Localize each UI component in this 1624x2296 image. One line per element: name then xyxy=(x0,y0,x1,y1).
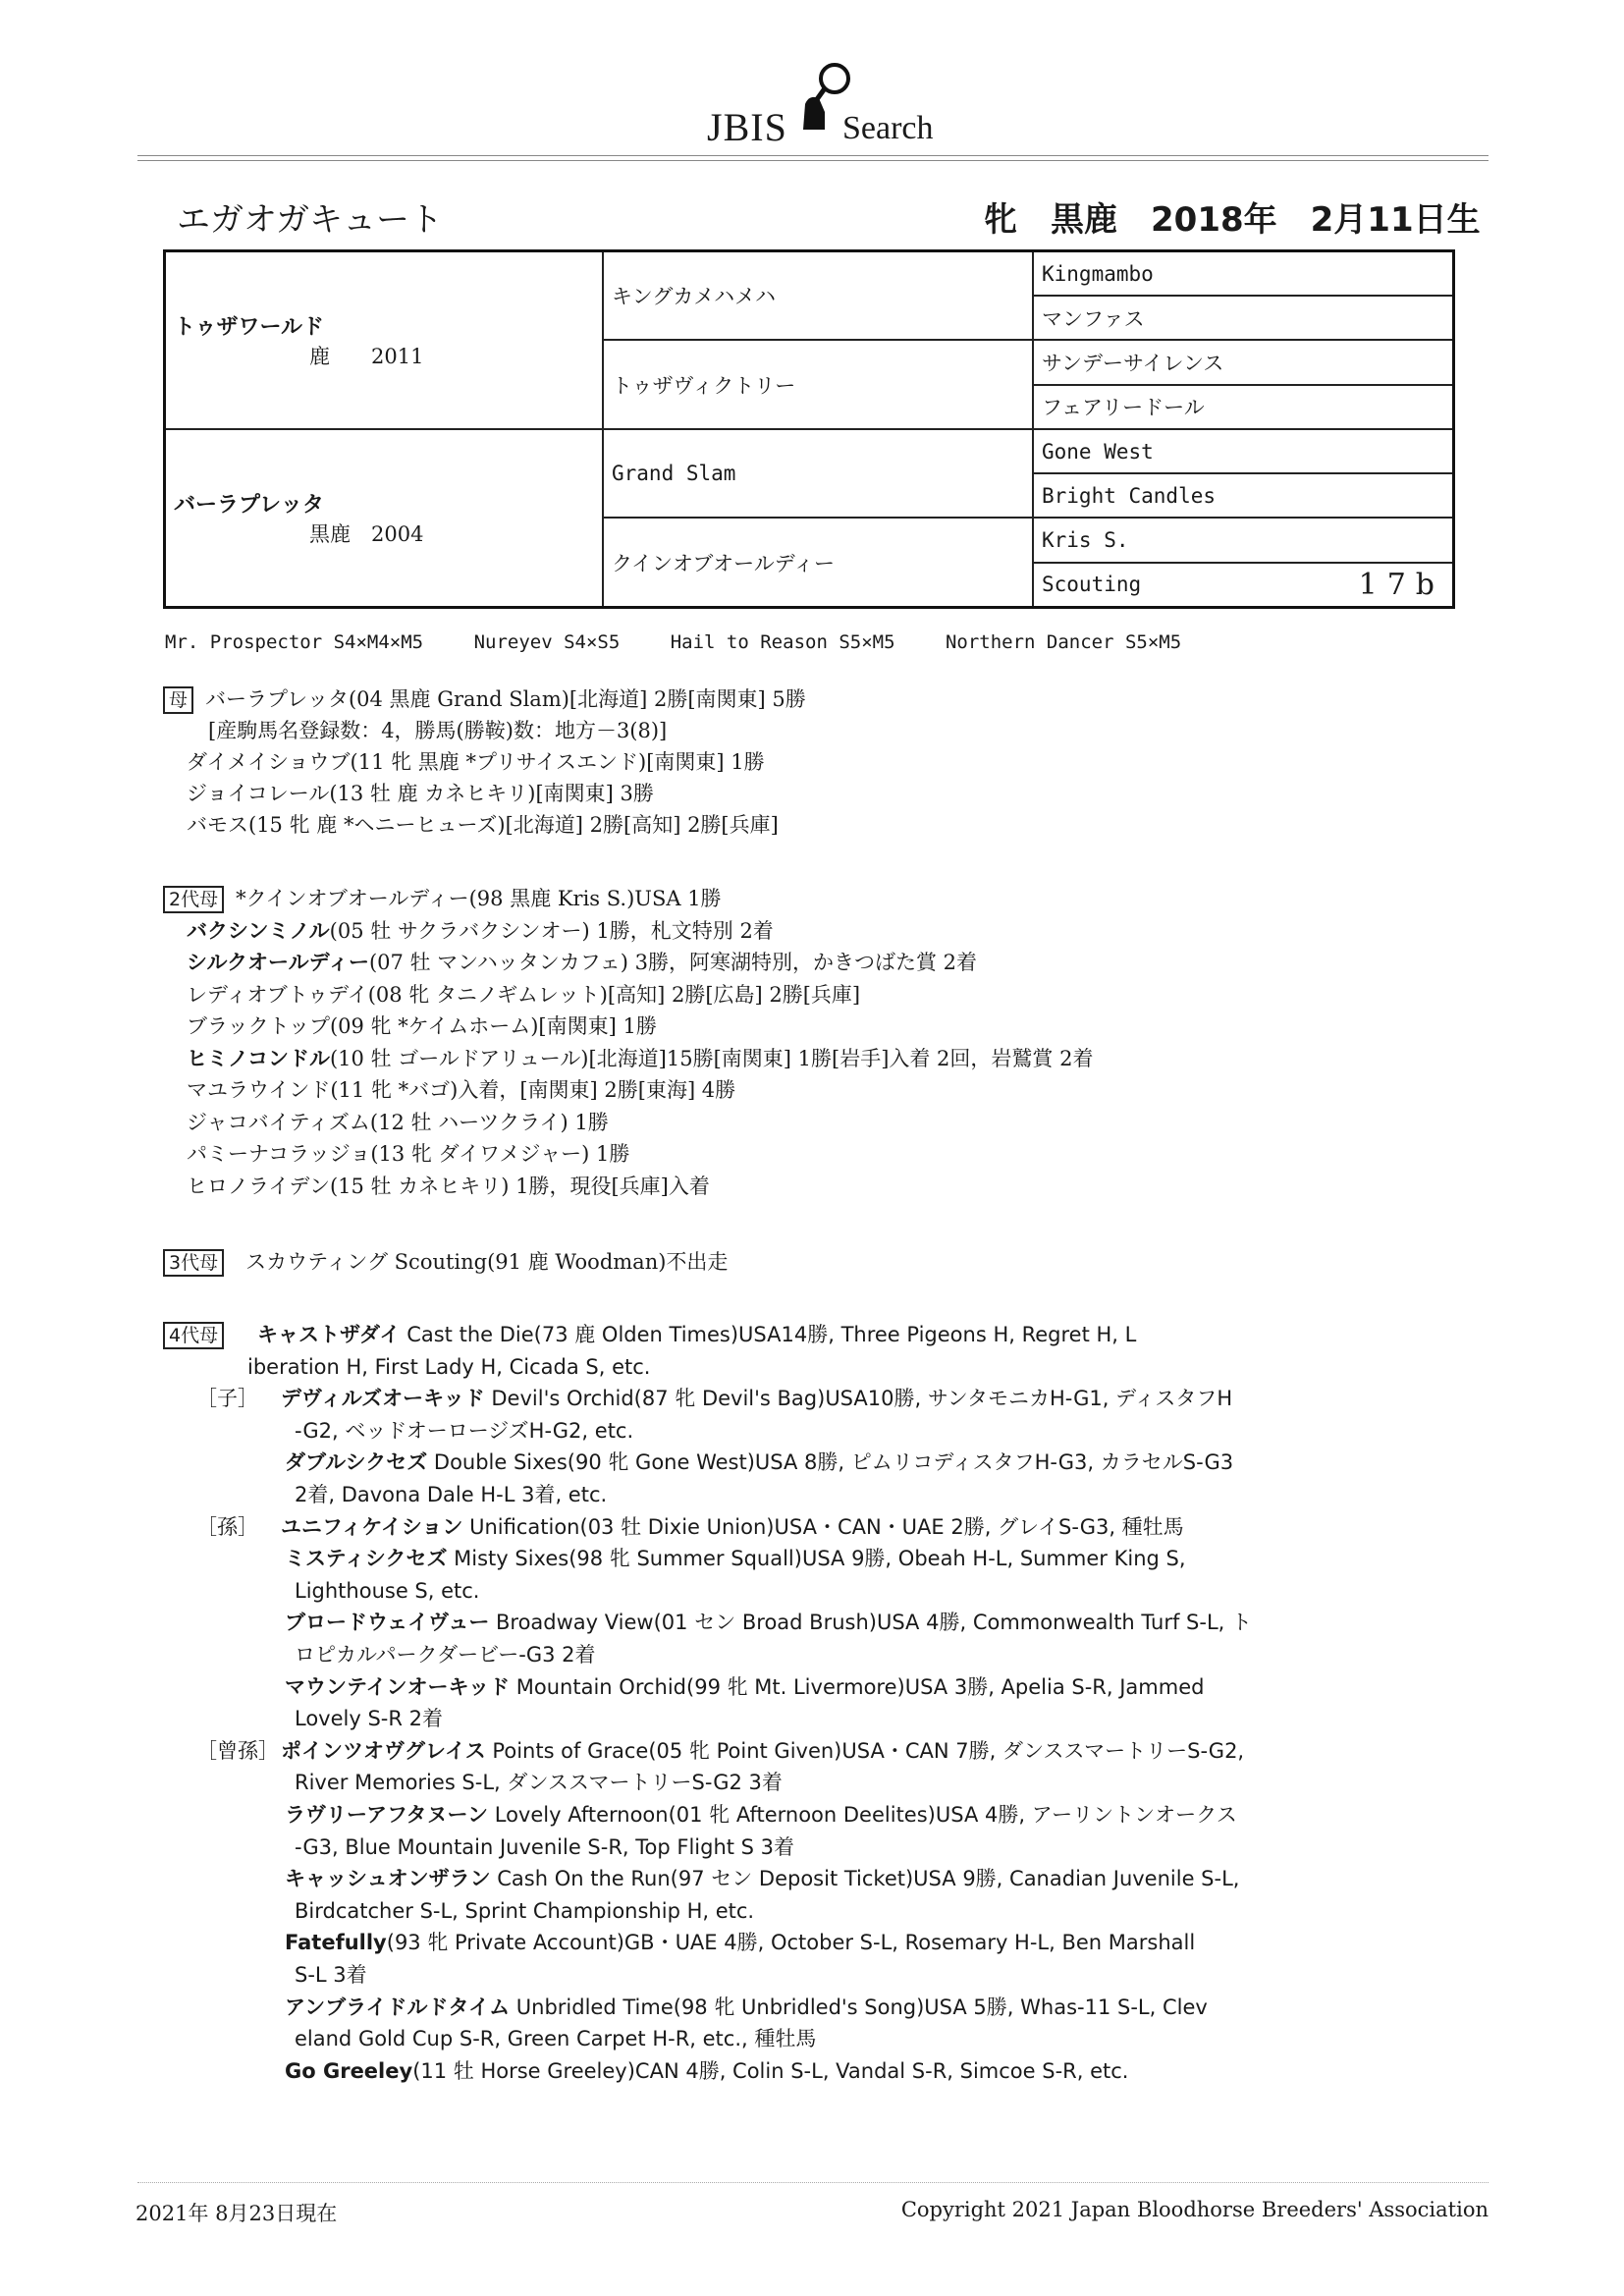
g3-ancestor: Gone West xyxy=(1033,429,1454,473)
descendant-line xyxy=(285,2056,1128,2086)
horse-name: エガオガキュート xyxy=(177,200,443,240)
descendant-name: キャッシュオンザラン xyxy=(285,1867,491,1891)
logo-search-text: Search xyxy=(842,110,934,146)
descendant-name: ポインツオヴグレイス xyxy=(281,1738,486,1763)
descendant-line xyxy=(257,1320,1136,1349)
sire-sire: キングカメハメハ xyxy=(603,251,1033,341)
descendant-record: Lovely Afternoon(01 牝 Afternoon Deelites)USA 4勝, アーリントンオークス xyxy=(488,1803,1237,1827)
descendant-name: ラヴリーアフタヌーン xyxy=(285,1803,489,1827)
descendant-name: キャストザダイ xyxy=(257,1323,401,1346)
descendant-line xyxy=(295,1640,596,1669)
descendant-line xyxy=(295,1768,783,1797)
descendant-line xyxy=(285,1993,1208,2022)
descendant-record: Unification(03 牡 Dixie Union)USA・CAN・UAE 2勝, グレイS-G3, 種牡馬 xyxy=(462,1514,1184,1539)
offspring-line xyxy=(187,1044,1093,1073)
descendant-line xyxy=(295,1896,754,1926)
descendant-record: 2着, Davona Dale H-L 3着, etc. xyxy=(295,1483,608,1506)
dam-stats: [産駒馬名登録数：4，勝馬(勝鞍)数：地方－3(8)] xyxy=(208,719,668,742)
descendant-line xyxy=(285,1448,1233,1477)
dam-sire: Grand Slam xyxy=(603,429,1033,518)
dam-name: バーラプレッタ xyxy=(174,492,324,518)
header-rule-2 xyxy=(137,160,1489,161)
section-tag-g2dam: 2代母 xyxy=(163,886,224,913)
generation-label: ［孫］ xyxy=(196,1514,258,1539)
g3-ancestor-last xyxy=(1033,563,1454,608)
family-code: 17b xyxy=(1358,567,1444,602)
offspring-line xyxy=(187,1139,629,1169)
offspring-line xyxy=(187,1011,657,1041)
dam-detail: 黒鹿 2004 xyxy=(309,521,424,546)
descendant-record: -G3, Blue Mountain Juvenile S-R, Top Flight S 3着 xyxy=(295,1834,795,1859)
descendant-record: Unbridled Time(98 牝 Unbridled's Song)USA 5勝, Whas-11 S-L, Clev xyxy=(510,1995,1208,2019)
offspring-record: パミーナコラッジョ(13 牝 ダイワメジャー) 1勝 xyxy=(187,1142,630,1166)
descendant-line xyxy=(196,1512,1184,1542)
offspring-record: マユラウインド(11 牝 *バゴ)入着，[南関東] 2勝[東海] 4勝 xyxy=(187,1078,736,1102)
descendant-line xyxy=(285,1672,1204,1702)
section-tag-g4dam: 4代母 xyxy=(163,1322,224,1349)
offspring-line xyxy=(187,980,860,1010)
offspring-record: (05 牡 サクラバクシンオー) 1勝，札文特別 2着 xyxy=(329,918,774,943)
descendant-line xyxy=(285,1864,1239,1893)
descendant-name: ミスティシクセズ xyxy=(285,1547,448,1571)
logo-jbis-text: JBIS xyxy=(707,105,787,149)
offspring-record: ブラックトップ(09 牝 *ケイムホーム)[南関東] 1勝 xyxy=(187,1014,657,1038)
descendant-record: Double Sixes(90 牝 Gone West)USA 8勝, ピムリコディスタフH-G3, カラセルS-G3 xyxy=(427,1450,1234,1475)
dam-dam: クインオブオールディー xyxy=(603,518,1033,607)
g2dam-line: 2代母 *クインオブオールディー(98 黒鹿 Kris S.)USA 1勝 xyxy=(163,884,722,913)
descendant-line xyxy=(295,1576,479,1606)
inbreeding-item: Hail to Reason S5×M5 xyxy=(670,631,895,653)
inbreeding-item: Nureyev S4×S5 xyxy=(473,631,621,653)
descendant-name: ダブルシクセズ xyxy=(285,1450,428,1475)
g3-ancestor: フェアリードール xyxy=(1033,385,1454,429)
header-rule xyxy=(137,155,1489,156)
inbreeding-item: Northern Dancer S5×M5 xyxy=(945,631,1182,653)
descendant-line xyxy=(295,1480,607,1509)
descendant-name: マウンテインオーキッド xyxy=(285,1674,511,1699)
descendant-line xyxy=(285,1608,1252,1637)
offspring-line xyxy=(187,1172,710,1201)
descendant-record: Points of Grace(05 牝 Point Given)USA・CAN 7勝, ダンススマートリーS-G2, xyxy=(485,1738,1245,1763)
g3-ancestor-name: Scouting xyxy=(1042,573,1142,597)
g3-ancestor: マンファス xyxy=(1033,296,1454,340)
dam-cell xyxy=(165,429,604,608)
footer-rule xyxy=(137,2182,1489,2183)
offspring-line: ジョイコレール(13 牡 鹿 カネヒキリ)[南関東] 3勝 xyxy=(187,782,654,805)
offspring-name: シルクオールディー xyxy=(187,951,369,974)
descendant-name: Fatefully xyxy=(285,1931,387,1955)
offspring-line xyxy=(187,916,774,946)
jbis-search-logo xyxy=(707,61,962,149)
descendant-line xyxy=(295,2024,816,2053)
descendant-name: Go Greeley xyxy=(285,2058,413,2083)
offspring-name: ヒミノコンドル xyxy=(187,1046,330,1070)
descendant-line xyxy=(196,1736,1244,1766)
g4dam-tag-line xyxy=(163,1320,236,1349)
descendant-record: Cash On the Run(97 セン Deposit Ticket)USA 9勝, Canadian Juvenile S-L, xyxy=(490,1867,1240,1891)
as-of-date: 2021年 8月23日現在 xyxy=(135,2202,338,2225)
sire-detail: 鹿 2011 xyxy=(309,344,424,368)
descendant-record: S-L 3着 xyxy=(295,1963,367,1987)
descendant-record: Broadway View(01 セン Broad Brush)USA 4勝, Commonwealth Turf S-L, ト xyxy=(489,1611,1253,1635)
descendant-line xyxy=(295,1960,367,1990)
offspring-record: ジャコバイティズム(12 牡 ハーツクライ) 1勝 xyxy=(187,1110,609,1134)
descendant-line xyxy=(285,1800,1237,1830)
descendant-name: デヴィルズオーキッド xyxy=(281,1387,485,1411)
sire-cell xyxy=(165,251,604,429)
descendant-line xyxy=(295,1704,443,1733)
offspring-record: (10 牡 ゴールドアリュール)[北海道]15勝[南関東] 1勝[岩手]入着 2回，岩鷲賞 2着 xyxy=(329,1046,1094,1070)
descendant-record: River Memories S-L, ダンススマートリーS-G2 3着 xyxy=(295,1771,783,1795)
descendant-line xyxy=(285,1928,1195,1957)
descendant-record: (93 牝 Private Account)GB・UAE 4勝, October S-L, Rosemary H-L, Ben Marshall xyxy=(386,1931,1196,1955)
generation-label: ［曾孫］ xyxy=(196,1738,279,1763)
g3-ancestor: サンデーサイレンス xyxy=(1033,340,1454,384)
descendant-name: アンブライドルドタイム xyxy=(285,1995,511,2019)
descendant-record: Lighthouse S, etc. xyxy=(295,1578,480,1603)
inbreeding-item: Mr. Prospector S4×M4×M5 xyxy=(165,631,424,653)
descendant-name: ユニフィケイション xyxy=(281,1514,463,1539)
inbreeding-line xyxy=(165,631,1220,653)
section-tag-g3dam: 3代母 xyxy=(163,1249,224,1277)
descendant-record: Devil's Orchid(87 牝 Devil's Bag)USA10勝, サンタモニカH-G1, ディスタフH xyxy=(484,1387,1233,1411)
descendant-line xyxy=(295,1832,794,1862)
offspring-line xyxy=(187,1108,609,1137)
descendant-record: (11 牡 Horse Greeley)CAN 4勝, Colin S-L, Vandal S-R, Simcoe S-R, etc. xyxy=(412,2058,1129,2083)
offspring-name: バクシンミノル xyxy=(187,918,330,943)
descendant-line xyxy=(285,1544,1186,1573)
descendant-line xyxy=(295,1416,633,1446)
dam-line: 母 バーラプレッタ(04 黒鹿 Grand Slam)[北海道] 2勝[南関東] 5勝 xyxy=(163,684,806,714)
descendant-record: Birdcatcher S-L, Sprint Championship H, etc. xyxy=(295,1898,755,1923)
sire-dam: トゥザヴィクトリー xyxy=(603,340,1033,428)
horse-info: 牝 黒鹿 2018年 2月11日生 xyxy=(984,200,1481,240)
descendant-record: Misty Sixes(98 牝 Summer Squall)USA 9勝, Obeah H-L, Summer King S, xyxy=(447,1547,1186,1571)
descendant-record: ロピカルパークダービー-G3 2着 xyxy=(295,1643,596,1667)
section-tag-dam: 母 xyxy=(163,686,193,714)
offspring-line: ダイメイショウブ(11 牝 黒鹿 *プリサイスエンド)[南関東] 1勝 xyxy=(187,750,765,774)
descendant-record: eland Gold Cup S-R, Green Carpet H-R, etc., 種牡馬 xyxy=(295,2027,817,2051)
descendant-line xyxy=(196,1384,1232,1413)
generation-label: ［子］ xyxy=(196,1387,258,1411)
g3-ancestor: Bright Candles xyxy=(1033,473,1454,518)
descendant-line xyxy=(247,1352,650,1382)
pedigree-table xyxy=(163,249,1455,609)
sire-name: トゥザワールド xyxy=(174,314,325,340)
descendant-record: Cast the Die(73 鹿 Olden Times)USA14勝, Three Pigeons H, Regret H, L xyxy=(400,1323,1137,1346)
descendant-record: Mountain Orchid(99 牝 Mt. Livermore)USA 3勝, Apelia S-R, Jammed xyxy=(510,1674,1205,1699)
offspring-record: (07 牡 マンハッタンカフェ) 3勝，阿寒湖特別，かきつばた賞 2着 xyxy=(368,951,977,974)
g3dam-line: 3代母 スカウティング Scouting(91 鹿 Woodman)不出走 xyxy=(163,1247,728,1277)
offspring-record: ヒロノライデン(15 牡 カネヒキリ) 1勝，現役[兵庫]入着 xyxy=(187,1174,710,1198)
descendant-name: ブロードウェイヴュー xyxy=(285,1611,490,1635)
descendant-record: Lovely S-R 2着 xyxy=(295,1707,443,1731)
offspring-line xyxy=(187,1075,735,1105)
copyright: Copyright 2021 Japan Bloodhorse Breeders' Association xyxy=(900,2198,1489,2221)
g3-ancestor: Kris S. xyxy=(1033,518,1454,562)
offspring-line: バモス(15 牝 鹿 *ヘニーヒューズ)[北海道] 2勝[高知] 2勝[兵庫] xyxy=(187,813,779,837)
descendant-record: iberation H, First Lady H, Cicada S, etc. xyxy=(247,1354,651,1379)
offspring-record: レディオブトゥデイ(08 牝 タニノギムレット)[高知] 2勝[広島] 2勝[兵庫] xyxy=(187,982,861,1007)
g3-ancestor: Kingmambo xyxy=(1033,251,1454,297)
descendant-record: -G2, ベッドオーロージズH-G2, etc. xyxy=(295,1418,634,1443)
offspring-line xyxy=(187,948,977,977)
